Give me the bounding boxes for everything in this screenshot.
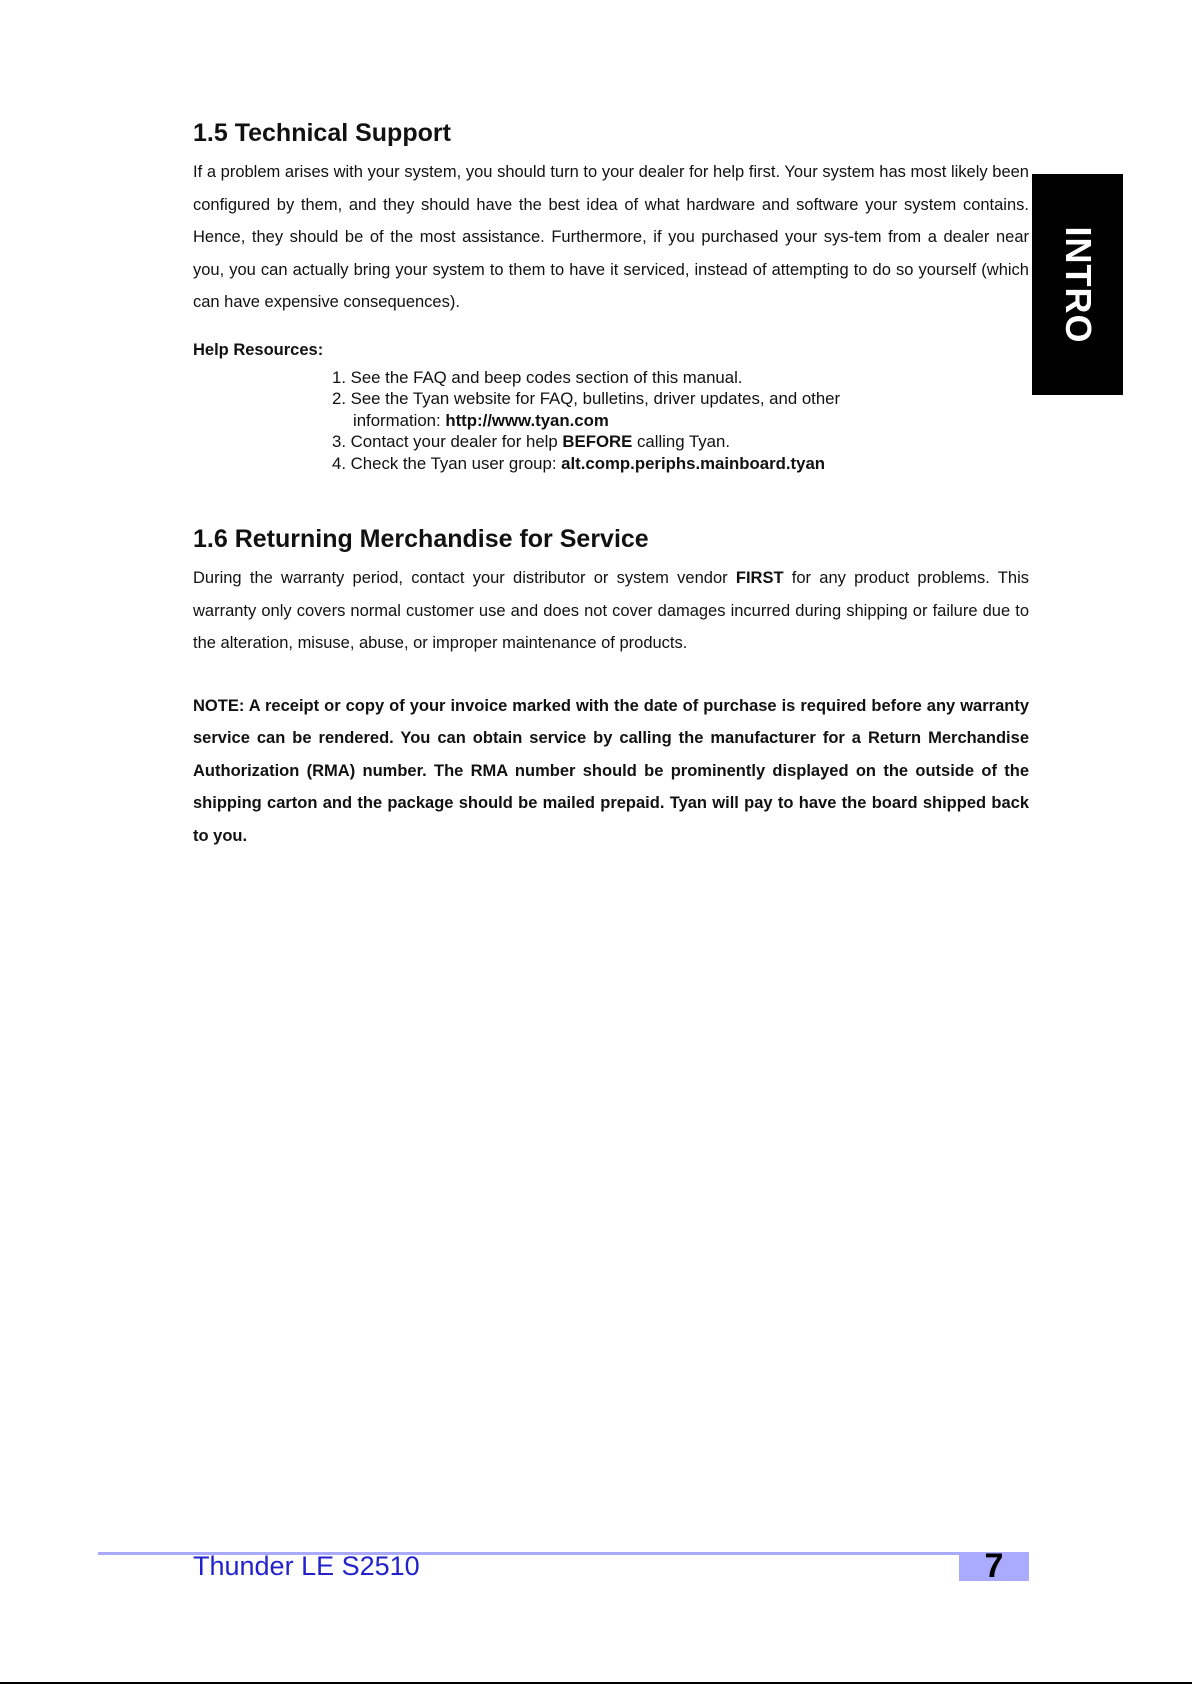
help-resources-heading: Help Resources: [193, 340, 324, 359]
list-item [332, 388, 1029, 431]
page-number: 7 [984, 1547, 1004, 1585]
section-title-technical-support: 1.5 Technical Support [193, 119, 451, 147]
list-item-text-after: calling Tyan. [632, 432, 730, 451]
paragraph-text-after: for any product problems. This warranty only covers normal customer use and does not cover damages incurred during shipping or failure due to the alteration, misuse, abuse, or improper maintenance of products. [193, 569, 1029, 652]
paragraph-text-before: During the warranty period, contact your distributor or system vendor [193, 569, 736, 587]
list-item-cont-text: information: [353, 410, 446, 430]
tyan-website-link[interactable]: http://www.tyan.com [445, 410, 609, 430]
list-item [332, 367, 1029, 389]
list-item-text: 4. Check the Tyan user group: [332, 453, 562, 473]
chapter-side-tab [1032, 174, 1123, 395]
footer-product-title: Thunder LE S2510 [193, 1551, 420, 1581]
section-title-returning-merchandise: 1.6 Returning Merchandise for Service [193, 525, 649, 553]
list-item-text: 1. See the FAQ and beep codes section of this manual. [332, 367, 743, 387]
bottom-edge-rule [0, 1682, 1192, 1684]
list-item-text: 3. Contact your dealer for help [332, 432, 563, 451]
usergroup-name: alt.comp.periphs.mainboard.tyan [561, 453, 826, 473]
warranty-note: NOTE: A receipt or copy of your invoice marked with the date of purchase is required before any warranty service can be rendered. You can obtain service by calling the manufacturer for a Return Merchandise Authorization (RMA) number. The RMA number should be prominently displayed on the outside of the shipping carton and the package should be mailed prepaid. Tyan will pay to have the board shipped back to you. [193, 696, 1029, 845]
help-resources-list [193, 367, 1029, 475]
list-item-continuation [332, 410, 1029, 432]
emphasis-first: FIRST [735, 569, 784, 587]
emphasis-before: BEFORE [562, 432, 633, 451]
list-item [332, 453, 1029, 475]
page-content [193, 118, 1029, 852]
page-number-box [959, 1547, 1029, 1585]
returning-merchandise-paragraph [193, 562, 1029, 660]
list-item [332, 431, 1029, 453]
side-tab-label: INTRO [1057, 226, 1099, 343]
list-item-text: 2. See the Tyan website for FAQ, bulletins, driver updates, and other [332, 389, 841, 408]
technical-support-paragraph: If a problem arises with your system, you should turn to your dealer for help first. Your system has most likely been configured by them, and they should have the best idea of what hardware and software your system contains. Hence, they should be of the most assistance. Furthermore, if you purchased your sys-tem from a dealer near you, you can actually bring your system to them to have it serviced, instead of attempting to do so yourself (which can have expensive consequences). [193, 163, 1029, 311]
